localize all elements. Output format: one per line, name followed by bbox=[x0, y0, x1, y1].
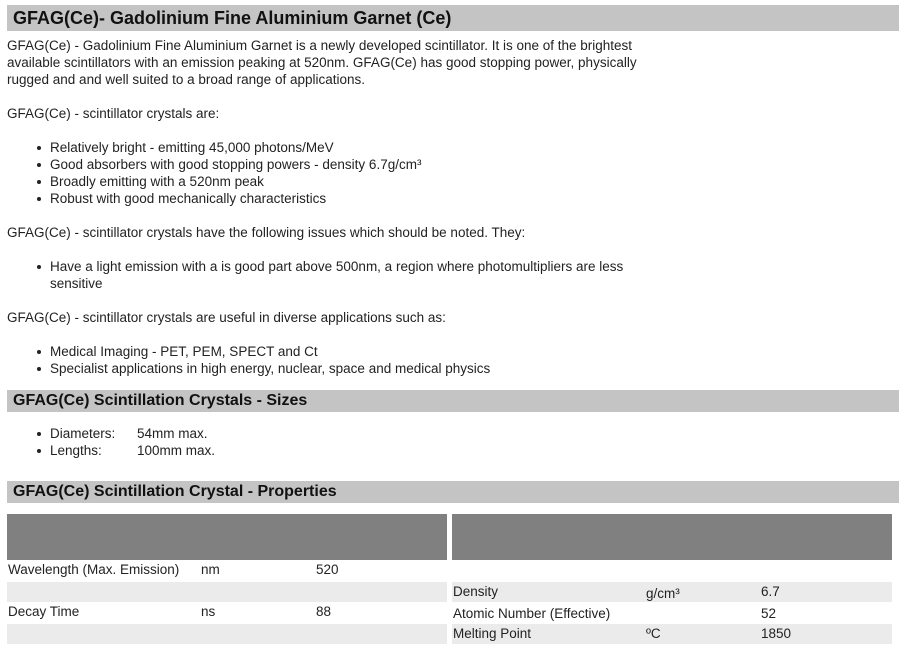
properties-heading: GFAG(Ce) Scintillation Crystal - Properties bbox=[7, 481, 899, 503]
property-unit: nm bbox=[201, 562, 220, 577]
applications-intro-text: GFAG(Ce) - scintillator crystals are useful in diverse applications such as: bbox=[7, 310, 446, 325]
table-header bbox=[7, 514, 447, 560]
properties-table-left bbox=[7, 514, 447, 644]
property-value: 52 bbox=[761, 606, 777, 621]
properties-table-right bbox=[452, 514, 892, 646]
property-value: 1850 bbox=[761, 626, 792, 641]
list-item bbox=[50, 258, 623, 292]
property-unit: ns bbox=[201, 604, 216, 619]
size-label: Lengths: bbox=[50, 443, 102, 458]
size-value: 100mm max. bbox=[137, 443, 216, 458]
list-item: Relatively bright - emitting 45,000 photons/MeV bbox=[50, 139, 421, 156]
size-label: Diameters: bbox=[50, 426, 116, 441]
list-item bbox=[50, 442, 215, 459]
list-item: Broadly emitting with a 520nm peak bbox=[50, 173, 421, 190]
property-name: Density bbox=[453, 584, 499, 599]
table-row bbox=[7, 582, 447, 602]
list-item bbox=[50, 425, 215, 442]
table-header bbox=[452, 514, 892, 560]
property-unit: ºC bbox=[646, 626, 661, 641]
features-list bbox=[50, 139, 421, 207]
list-item: Medical Imaging - PET, PEM, SPECT and Ct bbox=[50, 343, 490, 360]
sizes-heading: GFAG(Ce) Scintillation Crystals - Sizes bbox=[7, 390, 899, 412]
table-row bbox=[452, 582, 892, 602]
table-row bbox=[7, 560, 447, 580]
issues-list bbox=[50, 258, 623, 292]
table-row bbox=[452, 604, 892, 624]
issue-line: sensitive bbox=[50, 276, 103, 291]
list-item: Specialist applications in high energy, nuclear, space and medical physics bbox=[50, 361, 491, 376]
property-unit: g/cm³ bbox=[646, 586, 680, 601]
list-item: Robust with good mechanically characteristics bbox=[50, 190, 421, 207]
table-row bbox=[7, 602, 447, 622]
list-item: Good absorbers with good stopping powers - density 6.7g/cm³ bbox=[50, 157, 422, 172]
property-name: Wavelength (Max. Emission) bbox=[8, 562, 180, 577]
intro-line: rugged and and well suited to a broad range of applications. bbox=[7, 72, 366, 87]
property-name: Atomic Number (Effective) bbox=[453, 606, 611, 621]
page-title: GFAG(Ce)- Gadolinium Fine Aluminium Garnet (Ce) bbox=[7, 5, 899, 31]
table-row bbox=[452, 624, 892, 644]
sizes-list bbox=[50, 425, 215, 459]
issues-intro-text: GFAG(Ce) - scintillator crystals have the following issues which should be noted. They: bbox=[7, 225, 526, 240]
intro-line: available scintillators with an emission peaking at 520nm. GFAG(Ce) has good stopping power, physically bbox=[7, 55, 637, 70]
size-value: 54mm max. bbox=[137, 426, 208, 441]
issue-line: Have a light emission with a is good part above 500nm, a region where photomultipliers are less bbox=[50, 259, 624, 274]
property-name: Melting Point bbox=[453, 626, 532, 641]
property-value: 520 bbox=[316, 562, 339, 577]
property-value: 6.7 bbox=[761, 584, 780, 599]
property-value: 88 bbox=[316, 604, 332, 619]
property-name: Decay Time bbox=[8, 604, 80, 619]
applications-list bbox=[50, 343, 490, 377]
intro-line: GFAG(Ce) - Gadolinium Fine Aluminium Garnet is a newly developed scintillator. It is one of the brightest bbox=[7, 38, 633, 53]
intro-paragraph bbox=[7, 37, 637, 88]
table-row bbox=[7, 624, 447, 644]
crystals-are-text: GFAG(Ce) - scintillator crystals are: bbox=[7, 106, 220, 121]
